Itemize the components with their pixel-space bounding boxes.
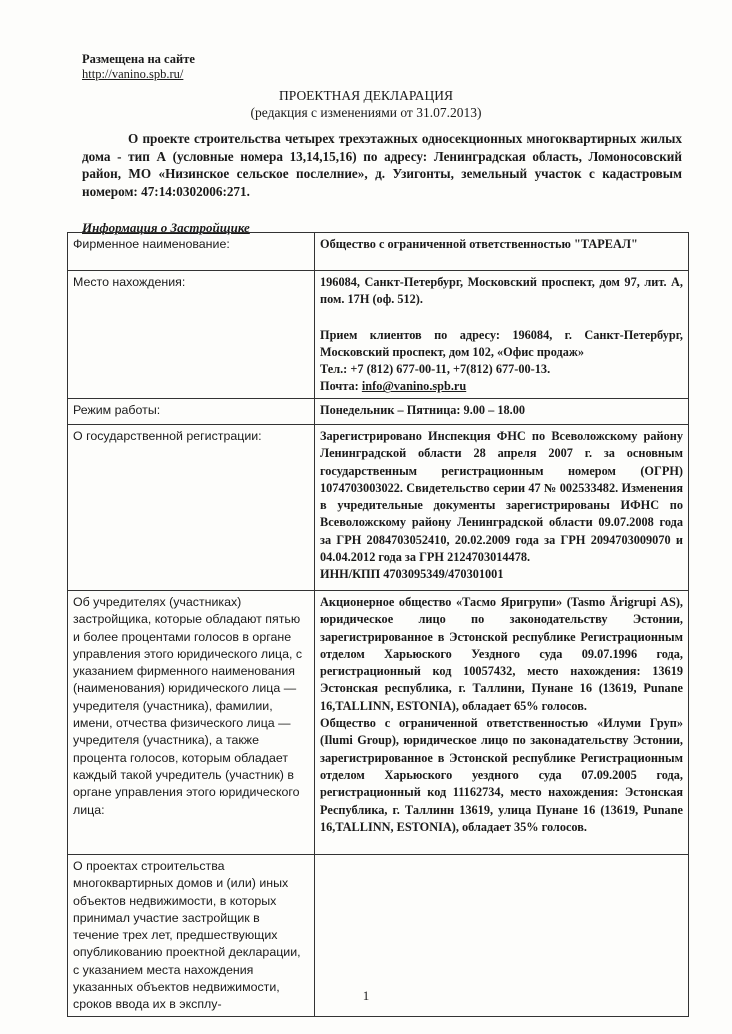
reception-address: Прием клиентов по адресу: 196084, г. Санкт-Петербург, Московский проспект, дом 102, «Офис продаж» [320,327,683,359]
table-row [68,271,689,399]
document-title: ПРОЕКТНАЯ ДЕКЛАРАЦИЯ [279,88,453,103]
founder-1: Акционерное общество «Тасмо Яригрупи» (Tasmo Ärigrupi AS), юридическое лицо по законодательству Эстонии, зарегистрированное в Эстонской республике Регистрационным отделом Харьюского Уездного суда 09.07.1996 года, регистрационный код 10057432, место нахождения: 13619 Эстонская республика, г. Таллини, Пунане 16 (13619, Punane 16,TALLINN, ESTONIA), обладает 65% голосов. [320,595,683,713]
mail-label: Почта: [320,379,362,394]
location-address: 196084, Санкт-Петербург, Московский проспект, дом 97, лит. А, пом. 17Н (оф. 512). [320,275,683,307]
row-value-location [315,271,689,399]
row-label-hours: Режим работы: [68,399,315,425]
table-row [68,233,689,271]
published-label: Размещена на сайте [82,52,195,66]
inn-kpp: ИНН/КПП 4703095349/470301001 [320,567,504,582]
registration-text: Зарегистрировано Инспекция ФНС по Всеволожскому району Ленинградской области 28 апреля 2007 г. за основным государственным регистрационным номером (ОГРН) 1074703003022. Свидетельство серии 47 № 002533482. Изменения в учредительные документы зарегистрированы ИФНС по Всеволожскому району Ленинградской области 09.07.2008 года за ГРН 2084703052410, 20.02.2009 года за ГРН 2094703009070 и 04.04.2012 года за ГРН 2124703014478. [320,429,683,565]
row-value-registration [315,425,689,591]
site-link[interactable]: http://vanino.spb.ru/ [82,67,184,81]
contact-mail [320,378,683,395]
table-row [68,591,689,855]
table-row [68,425,689,591]
project-intro: О проекте строительства четырех трехэтажных односекционных многоквартирных жилых дома - тип А (условные номера 13,14,15,16) по адресу: Ленинградская область, Ломоносовский район, МО «Низинское сельское послелние», д. Узигонты, земельный участок с кадастровым номером: 47:14:0302006:271. [82,131,682,199]
row-label-name: Фирменное наименование: [68,233,315,271]
document-subtitle: (редакция с изменениями от 31.07.2013) [250,105,482,120]
section-title: Информация о Застройщике [82,220,250,235]
row-label-projects: О проектах строительства многоквартирных домов и (или) иных объектов недвижимости, в которых принимал участие застройщик в течение трех лет, предшествующих опубликованию проектной декларации, с указанием места нахождения указанных объектов недвижимости, сроков ввода их в эксплу- [68,855,315,1017]
row-label-location: Место нахождения: [68,271,315,399]
publication-note [82,52,195,82]
email-link[interactable]: info@vanino.spb.ru [361,379,467,394]
page-number: 1 [362,988,370,1003]
table-row [68,399,689,425]
row-value-name: Общество с ограниченной ответственностью "ТАРЕАЛ" [315,233,689,271]
contact-phone: Тел.: +7 (812) 677-00-11, +7(812) 677-00-13. [320,362,551,377]
row-value-founders [315,591,689,855]
row-label-registration: О государственной регистрации: [68,425,315,591]
row-label-founders: Об учредителях (участниках) застройщика, которые обладают пятью и более процентами голосов в органе управления этого юридического лица, с указанием фирменного наименования (наименования) юридического лица — учредителя (участника), фамилии, имени, отчества физического лица — учредителя (участника), а также процента голосов, которым обладает каждый такой учредитель (участник) в органе управления этого юридического лица: [68,591,315,855]
founder-2: Общество с ограниченной ответственностью «Илуми Груп» (Ilumi Group), юридическое лицо по законадательству Эстонии, зарегистрированное в Эстонской республике Регистрационным отделом Харьюского уездного суда 07.09.2005 года, регистрационный код 11162734, место нахождения: Эстонская Республика, г. Таллинн 13619, улица Пунане 16 (13619, Punane 16,TALLINN, ESTONIA), обладает 35% голосов. [320,716,683,834]
developer-info-table [67,232,689,1017]
row-value-hours: Понедельник – Пятница: 9.00 – 18.00 [315,399,689,425]
